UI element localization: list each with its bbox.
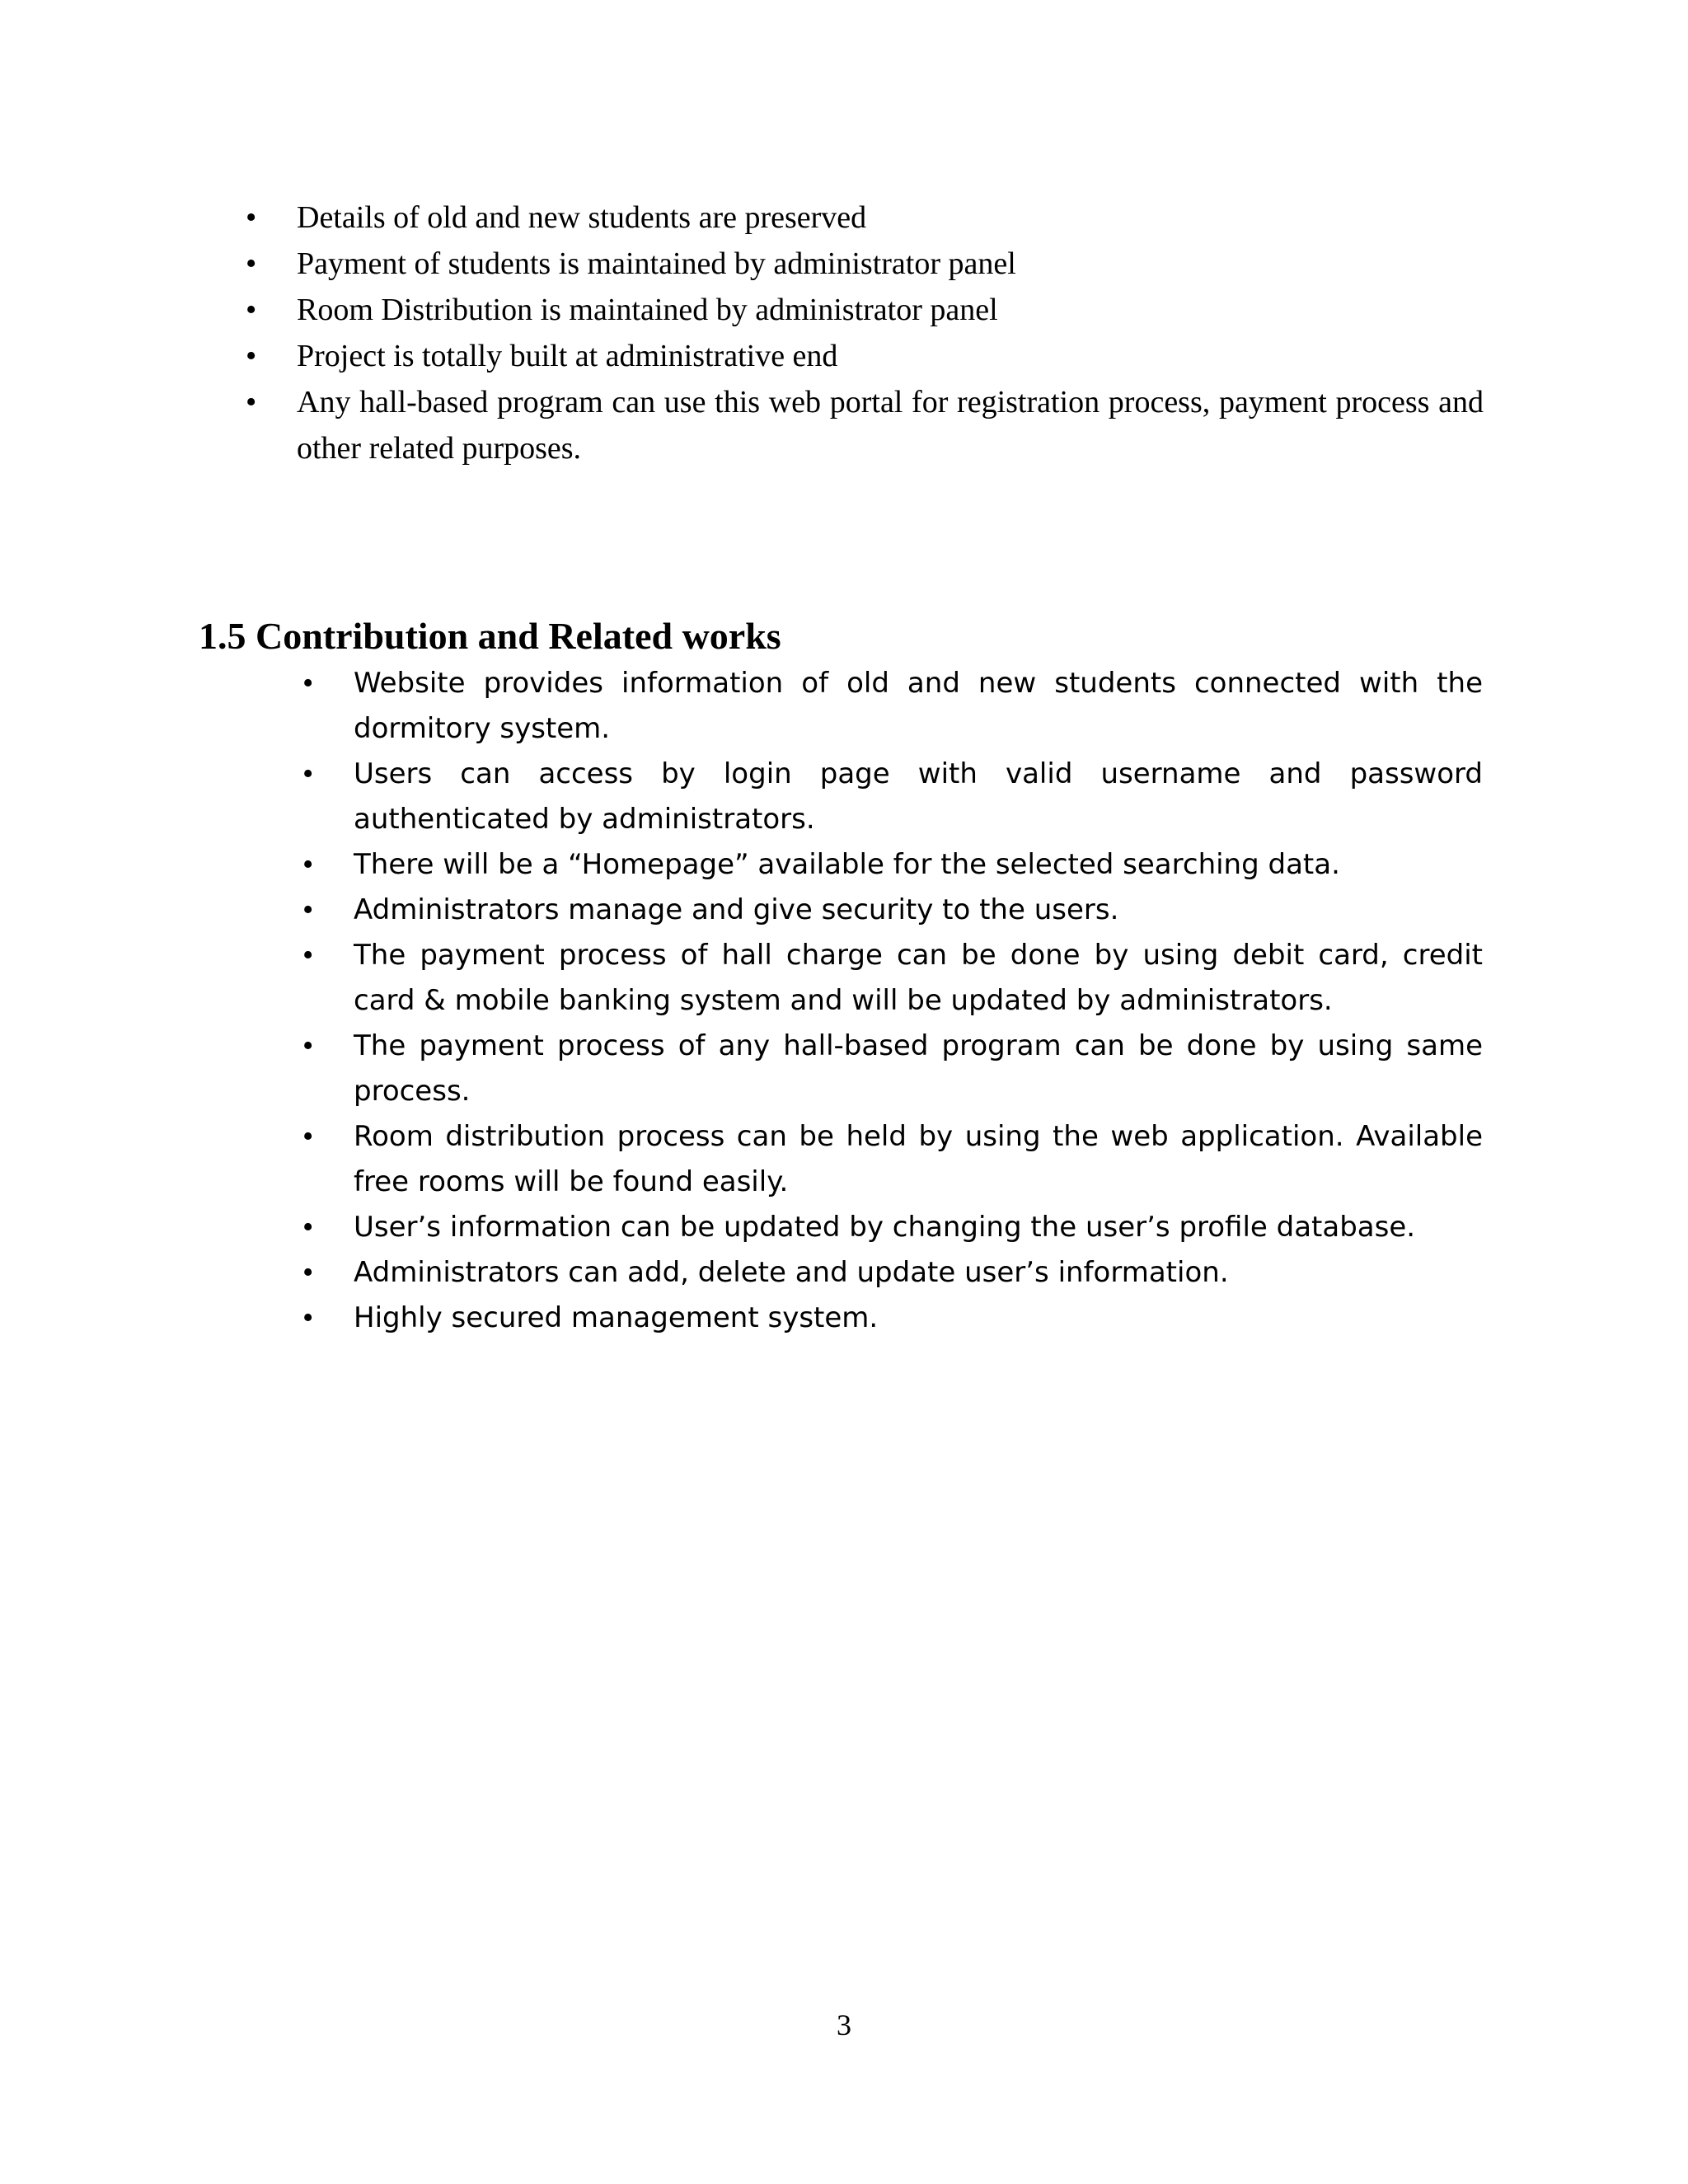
list-item	[0, 287, 1484, 333]
list-item-text: Highly secured management system.	[354, 1301, 879, 1334]
list-item	[0, 1024, 1483, 1114]
list-item	[0, 933, 1483, 1024]
list-item-text: Administrators manage and give security to the users.	[354, 893, 1119, 926]
section-heading: 1.5 Contribution and Related works	[199, 615, 781, 657]
bullet-icon: •	[302, 938, 314, 972]
list-item-text: Room Distribution is maintained by administrator panel	[297, 293, 998, 327]
bullet-icon: •	[302, 893, 314, 927]
bullet-icon: •	[302, 1210, 314, 1244]
list-item	[0, 333, 1484, 379]
bullet-icon: •	[302, 1119, 314, 1154]
bullet-icon: •	[246, 246, 257, 281]
list-item	[0, 1114, 1483, 1205]
bullet-icon: •	[246, 339, 257, 373]
bullet-icon: •	[302, 1029, 314, 1063]
list-item	[0, 661, 1483, 752]
list-item-text: Payment of students is maintained by administrator panel	[297, 246, 1016, 281]
list-item	[0, 1296, 1483, 1341]
list-item	[0, 752, 1483, 842]
bullet-icon: •	[302, 847, 314, 882]
list-item-text: The payment process of any hall-based program can be done by using same process.	[354, 1029, 1483, 1108]
list-item	[0, 241, 1484, 287]
bullet-icon: •	[302, 1301, 314, 1335]
list-item	[0, 379, 1484, 471]
bullet-icon: •	[302, 1255, 314, 1290]
list-item-text: Details of old and new students are preserved	[297, 200, 867, 235]
list-item	[0, 1250, 1483, 1296]
bullet-icon: •	[246, 200, 257, 235]
list-item	[0, 842, 1483, 888]
list-item-text: The payment process of hall charge can be done by using debit card, credit card & mobile banking system and will be updated by administrators.	[354, 939, 1483, 1017]
list-item-text: Any hall-based program can use this web portal for registration process, payment process and other related purposes.	[297, 385, 1484, 466]
list-item-text: Users can access by login page with valid username and password authenticated by administrators.	[354, 757, 1483, 836]
list-item	[0, 1205, 1483, 1250]
bullet-icon: •	[302, 757, 314, 791]
list-item-text: There will be a “Homepage” available for the selected searching data.	[354, 848, 1340, 881]
list-item-text: Website provides information of old and new students connected with the dormitory system.	[354, 667, 1483, 745]
bullet-icon: •	[302, 666, 314, 701]
bullet-icon: •	[246, 385, 257, 419]
list-item-text: Project is totally built at administrative end	[297, 339, 838, 373]
list-item-text: Room distribution process can be held by using the web application. Available free rooms will be found easily.	[354, 1120, 1483, 1198]
feature-list	[0, 194, 1688, 471]
bullet-icon: •	[246, 293, 257, 327]
list-item	[0, 194, 1484, 241]
list-item	[0, 888, 1483, 933]
list-item-text: Administrators can add, delete and update user’s information.	[354, 1256, 1229, 1289]
list-item-text: User’s information can be updated by changing the user’s profile database.	[354, 1211, 1416, 1244]
page-number: 3	[837, 2008, 851, 2041]
contribution-list	[0, 661, 1688, 1341]
